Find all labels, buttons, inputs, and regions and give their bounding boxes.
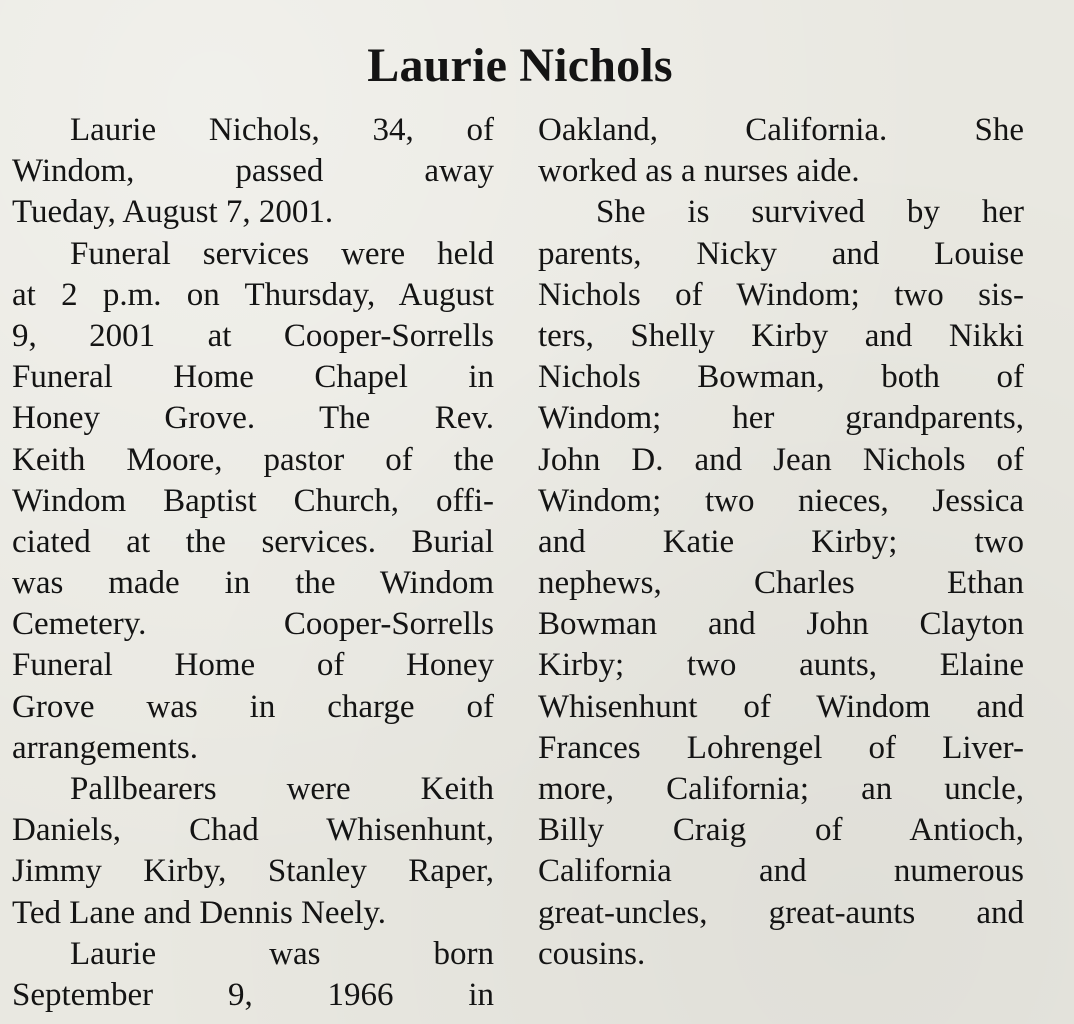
right-column-line: and Katie Kirby; two: [538, 523, 1024, 560]
right-column-line: great-uncles, great-aunts and: [538, 894, 1024, 931]
right-column-line: Windom; two nieces, Jessica: [538, 482, 1024, 519]
right-column-line: Bowman and John Clayton: [538, 606, 1024, 643]
left-column-line: September 9, 1966 in: [12, 976, 494, 1013]
left-column-line: Jimmy Kirby, Stanley Raper,: [12, 853, 494, 890]
right-column-line: John D. and Jean Nichols of: [538, 441, 1024, 478]
left-column-line: arrangements.: [12, 729, 198, 766]
right-column-line: Oakland, California. She: [538, 112, 1024, 148]
left-column: [12, 110, 494, 1016]
left-column-line: Funeral services were held: [70, 235, 494, 272]
right-column-line: cousins.: [538, 935, 646, 972]
left-column-line: Windom Baptist Church, offi-: [12, 482, 494, 519]
right-column-line: Nichols of Windom; two sis-: [538, 276, 1024, 313]
obituary-headline: Laurie Nichols: [367, 39, 673, 92]
right-column-line: Windom; her grandparents,: [538, 400, 1024, 437]
left-column-line: Honey Grove. The Rev.: [12, 400, 494, 437]
left-column-line: ciated at the services. Burial: [12, 523, 494, 560]
left-column-line: 9, 2001 at Cooper-Sorrells: [12, 317, 494, 354]
left-column-line: at 2 p.m. on Thursday, August: [12, 276, 494, 313]
right-column-line: parents, Nicky and Louise: [538, 235, 1024, 272]
left-column-line: Funeral Home of Honey: [12, 647, 494, 684]
right-column-line: more, California; an uncle,: [538, 771, 1024, 807]
right-column-line: nephews, Charles Ethan: [538, 565, 1024, 602]
right-column-line: California and numerous: [538, 853, 1024, 890]
right-column: [538, 110, 1024, 975]
left-column-line: Laurie Nichols, 34, of: [70, 112, 494, 148]
right-column-line: Nichols Bowman, both of: [538, 359, 1024, 396]
left-column-line: Daniels, Chad Whisenhunt,: [12, 812, 494, 849]
left-column-line: Tueday, August 7, 2001.: [12, 194, 334, 231]
left-column-line: Grove was in charge of: [12, 688, 494, 725]
left-column-line: Funeral Home Chapel in: [12, 359, 494, 396]
right-column-line: Billy Craig of Antioch,: [538, 812, 1024, 849]
right-column-line: Kirby; two aunts, Elaine: [538, 647, 1024, 684]
left-column-line: Cemetery. Cooper-Sorrells: [12, 606, 494, 643]
right-column-line: Whisenhunt of Windom and: [538, 688, 1024, 725]
left-column-line: Pallbearers were Keith: [70, 771, 494, 807]
right-column-line: She is survived by her: [596, 194, 1024, 231]
left-column-line: Windom, passed away: [12, 153, 494, 190]
left-column-line: Ted Lane and Dennis Neely.: [12, 894, 386, 931]
left-column-line: was made in the Windom: [12, 565, 494, 602]
right-column-line: ters, Shelly Kirby and Nikki: [538, 317, 1024, 354]
left-column-line: Laurie was born: [70, 935, 494, 972]
right-column-line: worked as a nurses aide.: [538, 153, 860, 190]
left-column-line: Keith Moore, pastor of the: [12, 441, 494, 478]
right-column-line: Frances Lohrengel of Liver-: [538, 729, 1024, 766]
